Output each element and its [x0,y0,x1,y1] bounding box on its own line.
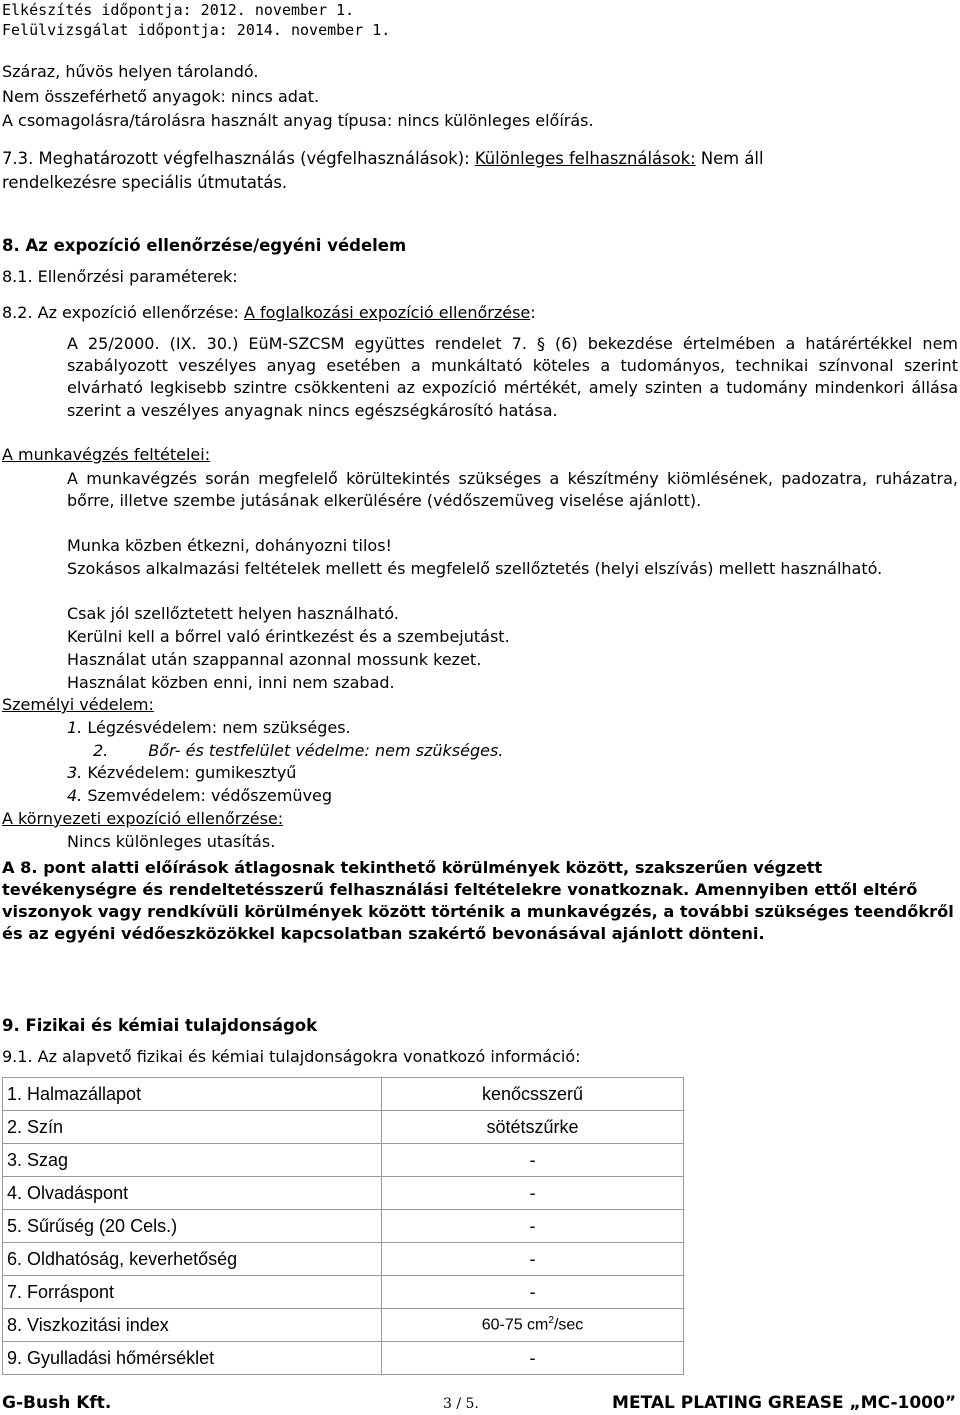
footer-product: METAL PLATING GREASE „MC-1000” [612,1393,956,1413]
footer-company: G-Bush Kft. [2,1393,112,1413]
work-conditions-title: A munkavégzés feltételei: [2,445,211,464]
property-value: - [382,1243,684,1276]
table-row [3,1210,684,1243]
property-label: 3. Szag [3,1144,382,1177]
reviewed-date: Felülvizsgálat időpontja: 2014. november 1. [2,21,391,39]
property-value: - [382,1276,684,1309]
item-number: 1. [67,718,83,737]
viscosity-unit: /sec [553,1316,584,1334]
section-7-3-text: 7.3. Meghatározott végfelhasználás (végfelhasználások): [2,149,475,168]
property-value: - [382,1210,684,1243]
item-text: Légzésvédelem: nem szükséges. [87,718,351,737]
no-eating-line: Munka közben étkezni, dohányozni tilos! [67,536,392,555]
viscosity-exponent: 2 [548,1315,554,1327]
ventilation-text: Szokásos alkalmazási feltételek mellett és megfelelő szellőztetés (helyi elszívás) mellett használható. [67,559,883,578]
viscosity-value: 60-75 cm [481,1316,549,1334]
item-number: 2. [93,741,109,760]
section-9-title: 9. Fizikai és kémiai tulajdonságok [2,1016,318,1035]
item-number: 3. [67,763,83,782]
property-label: 4. Olvadáspont [3,1177,382,1210]
section-7-3-line2: rendelkezésre speciális útmutatás. [2,173,288,192]
storage-line: Száraz, hűvös helyen tárolandó. [2,62,259,81]
section-7-3-suffix: Nem áll [695,149,764,168]
property-label: 6. Oldhatóság, keverhetőség [3,1243,382,1276]
property-label: 8. Viszkozitási index [3,1309,382,1342]
footer-page-number: 3 / 5. [443,1396,479,1412]
wash-hands-line: Használat után szappannal azonnal mossunk kezet. [67,650,482,669]
environmental-exposure-text: Nincs különleges utasítás. [67,832,276,851]
regulation-text: A 25/2000. (IX. 30.) EüM-SZCSM együttes rendelet 7. § (6) bekezdése értelmében a határértékkel nem szabályozott veszélyes anyag esetében a munkáltató köteles a tudományos, technikai színvonal szerint elvárható legkisebb szintre csökkenteni az expozíció mértékét, amely szinten a tudomány mindenkori állása szerint a veszélyes anyagnak nincs egészségkárosító hatása. [67,334,958,420]
personal-item [67,785,332,807]
regulation-paragraph [67,333,958,422]
property-label: 5. Sűrűség (20 Cels.) [3,1210,382,1243]
property-value: - [382,1177,684,1210]
properties-table [2,1077,684,1375]
section-9-1: 9.1. Az alapvető fizikai és kémiai tulajdonságokra vonatkozó információ: [2,1047,581,1066]
item-text: Bőr- és testfelület védelme: nem szükséges. [148,741,504,760]
avoid-contact-line: Kerülni kell a bőrrel való érintkezést és a szembejutást. [67,627,510,646]
personal-item [93,740,503,762]
property-value: - [382,1144,684,1177]
storage-line: Nem összeférhető anyagok: nincs adat. [2,87,320,106]
item-number: 4. [67,786,83,805]
section-8-title: 8. Az expozíció ellenőrzése/egyéni védelem [2,236,407,255]
table-row [3,1243,684,1276]
table-row [3,1342,684,1375]
property-label: 2. Szín [3,1111,382,1144]
property-value: sötétszűrke [382,1111,684,1144]
environmental-exposure-title: A környezeti expozíció ellenőrzése: [2,809,284,828]
section-8-2-text: 8.2. Az expozíció ellenőrzése: [2,303,244,322]
property-label: 9. Gyulladási hőmérséklet [3,1342,382,1375]
property-label: 1. Halmazállapot [3,1078,382,1111]
item-text: Kézvédelem: gumikesztyű [87,763,297,782]
personal-item [67,717,351,739]
item-text: Szemvédelem: védőszemüveg [87,786,333,805]
table-row [3,1144,684,1177]
work-conditions-text: A munkavégzés során megfelelő körültekintés szükséges a készítmény kiömlésének, padozatra, ruházatra, bőrre, illetve szembe jutásának elkerülésére (védőszemüveg viselése ajánlott). [67,469,958,511]
no-eating-line-2: Használat közben enni, inni nem szabad. [67,673,395,692]
property-value: - [382,1342,684,1375]
created-date: Elkészítés időpontja: 2012. november 1. [2,1,355,19]
property-value [382,1309,684,1342]
section-7-3 [2,148,764,170]
occupational-exposure-label: A foglalkozási expozíció ellenőrzése [243,303,531,322]
table-row [3,1177,684,1210]
personal-item [67,762,296,784]
section-8-1: 8.1. Ellenőrzési paraméterek: [2,267,238,286]
table-row [3,1111,684,1144]
ventilation-line: Csak jól szellőztetett helyen használható. [67,604,399,623]
personal-protection-title: Személyi védelem: [2,695,154,714]
storage-line: A csomagolásra/tárolásra használt anyag típusa: nincs különleges előírás. [2,111,594,130]
colon: : [530,303,536,322]
table-row [3,1276,684,1309]
section-8-note: A 8. pont alatti előírások átlagosnak tekinthető körülmények között, szakszerűen végzett tevékenységre és rendeltetésszerű felhasználási feltételekre vonatkoznak. Amennyiben ettől eltérő viszonyok vagy rendkívüli körülmények között történik a munkavégzés, a további szükséges teendőkről és az egyéni védőeszközökkel kapcsolatban szakértő bevonásával ajánlott dönteni. [2,858,954,943]
property-label: 7. Forráspont [3,1276,382,1309]
special-uses-label: Különleges felhasználások: [474,149,696,168]
table-row [3,1078,684,1111]
table-row [3,1309,684,1342]
section-8-2 [2,302,536,324]
property-value: kenőcsszerű [382,1078,684,1111]
